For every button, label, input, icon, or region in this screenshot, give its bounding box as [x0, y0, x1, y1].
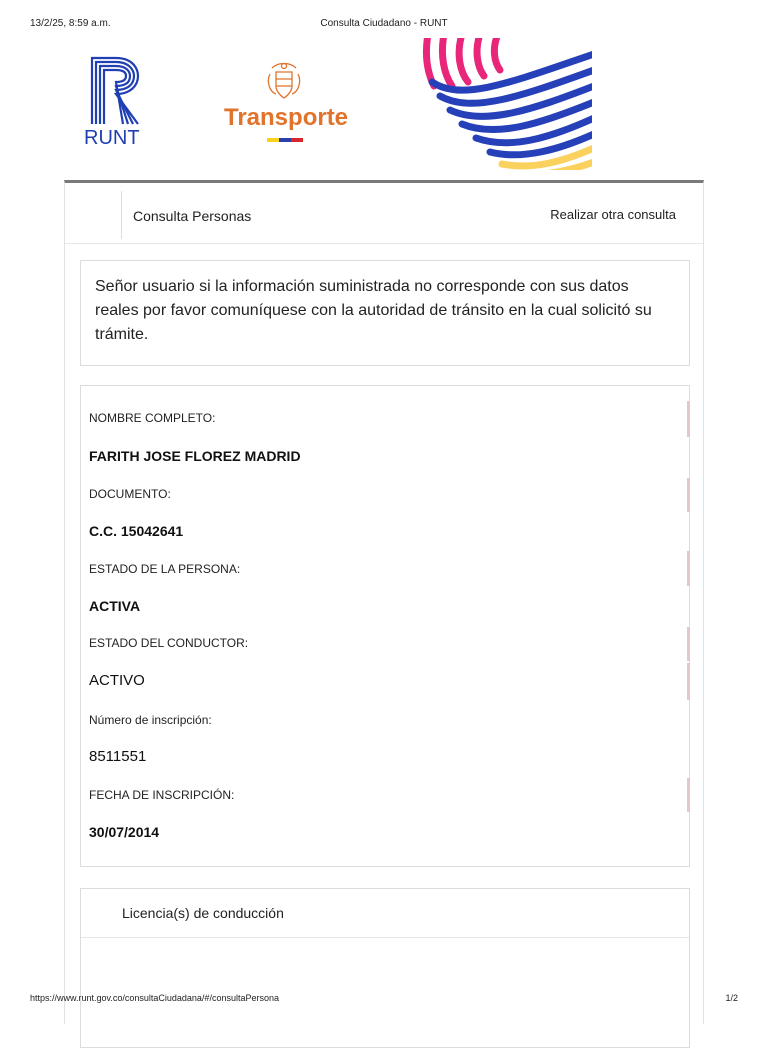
fecha-value: 30/07/2014 [89, 824, 160, 840]
colombia-flag-strip [267, 138, 303, 142]
documento-value: C.C. 15042641 [89, 523, 184, 539]
estado-conductor-value: ACTIVO [89, 672, 145, 689]
runt-r-icon [82, 54, 146, 126]
print-header [0, 18, 768, 34]
print-page-number: 1/2 [725, 993, 738, 1003]
runt-logo-text: RUNT [84, 127, 140, 149]
print-footer [0, 993, 768, 1007]
fecha-label: FECHA DE INSCRIPCIÓN: [89, 788, 235, 802]
nombre-label: NOMBRE COMPLETO: [89, 411, 216, 425]
panel-title: Consulta Personas [133, 208, 252, 224]
runt-logo [82, 54, 146, 154]
estado-persona-value: ACTIVA [89, 598, 141, 614]
print-page-title: Consulta Ciudadano - RUNT [320, 18, 448, 29]
inscripcion-label: Número de inscripción: [89, 713, 212, 727]
stripes-graphic [422, 38, 592, 170]
logo-bar [0, 38, 768, 178]
licencias-header[interactable] [81, 889, 689, 938]
side-marker [687, 663, 690, 700]
new-query-link[interactable]: Realizar otra consulta [550, 207, 676, 222]
licencias-card [80, 888, 690, 1048]
inscripcion-value: 8511551 [89, 748, 147, 765]
transporte-logo-text: Transporte [224, 104, 349, 131]
side-marker [687, 401, 690, 437]
print-datetime: 13/2/25, 8:59 a.m. [30, 18, 111, 29]
nombre-value: FARITH JOSE FLOREZ MADRID [89, 448, 301, 464]
header-divider [121, 191, 122, 239]
side-marker [687, 551, 690, 586]
side-marker [687, 478, 690, 512]
licencias-title: Licencia(s) de conducción [122, 905, 284, 921]
notice-box [80, 260, 690, 366]
transporte-logo [222, 60, 352, 150]
decorative-stripes-art [422, 38, 592, 170]
panel-header [65, 183, 703, 244]
documento-label: DOCUMENTO: [89, 487, 171, 501]
side-marker [687, 627, 690, 661]
coat-of-arms-icon [264, 60, 304, 102]
estado-persona-label: ESTADO DE LA PERSONA: [89, 562, 241, 576]
person-info-card [80, 385, 690, 867]
notice-text: Señor usuario si la información suministrada no corresponde con sus datos reales por favor comuníquese con la autoridad de tránsito en la cual solicitó su trámite. [95, 278, 652, 343]
consulta-panel [64, 180, 704, 1024]
print-url: https://www.runt.gov.co/consultaCiudadana/#/consultaPersona [30, 993, 279, 1003]
estado-conductor-label: ESTADO DEL CONDUCTOR: [89, 636, 249, 650]
side-marker [687, 778, 690, 812]
